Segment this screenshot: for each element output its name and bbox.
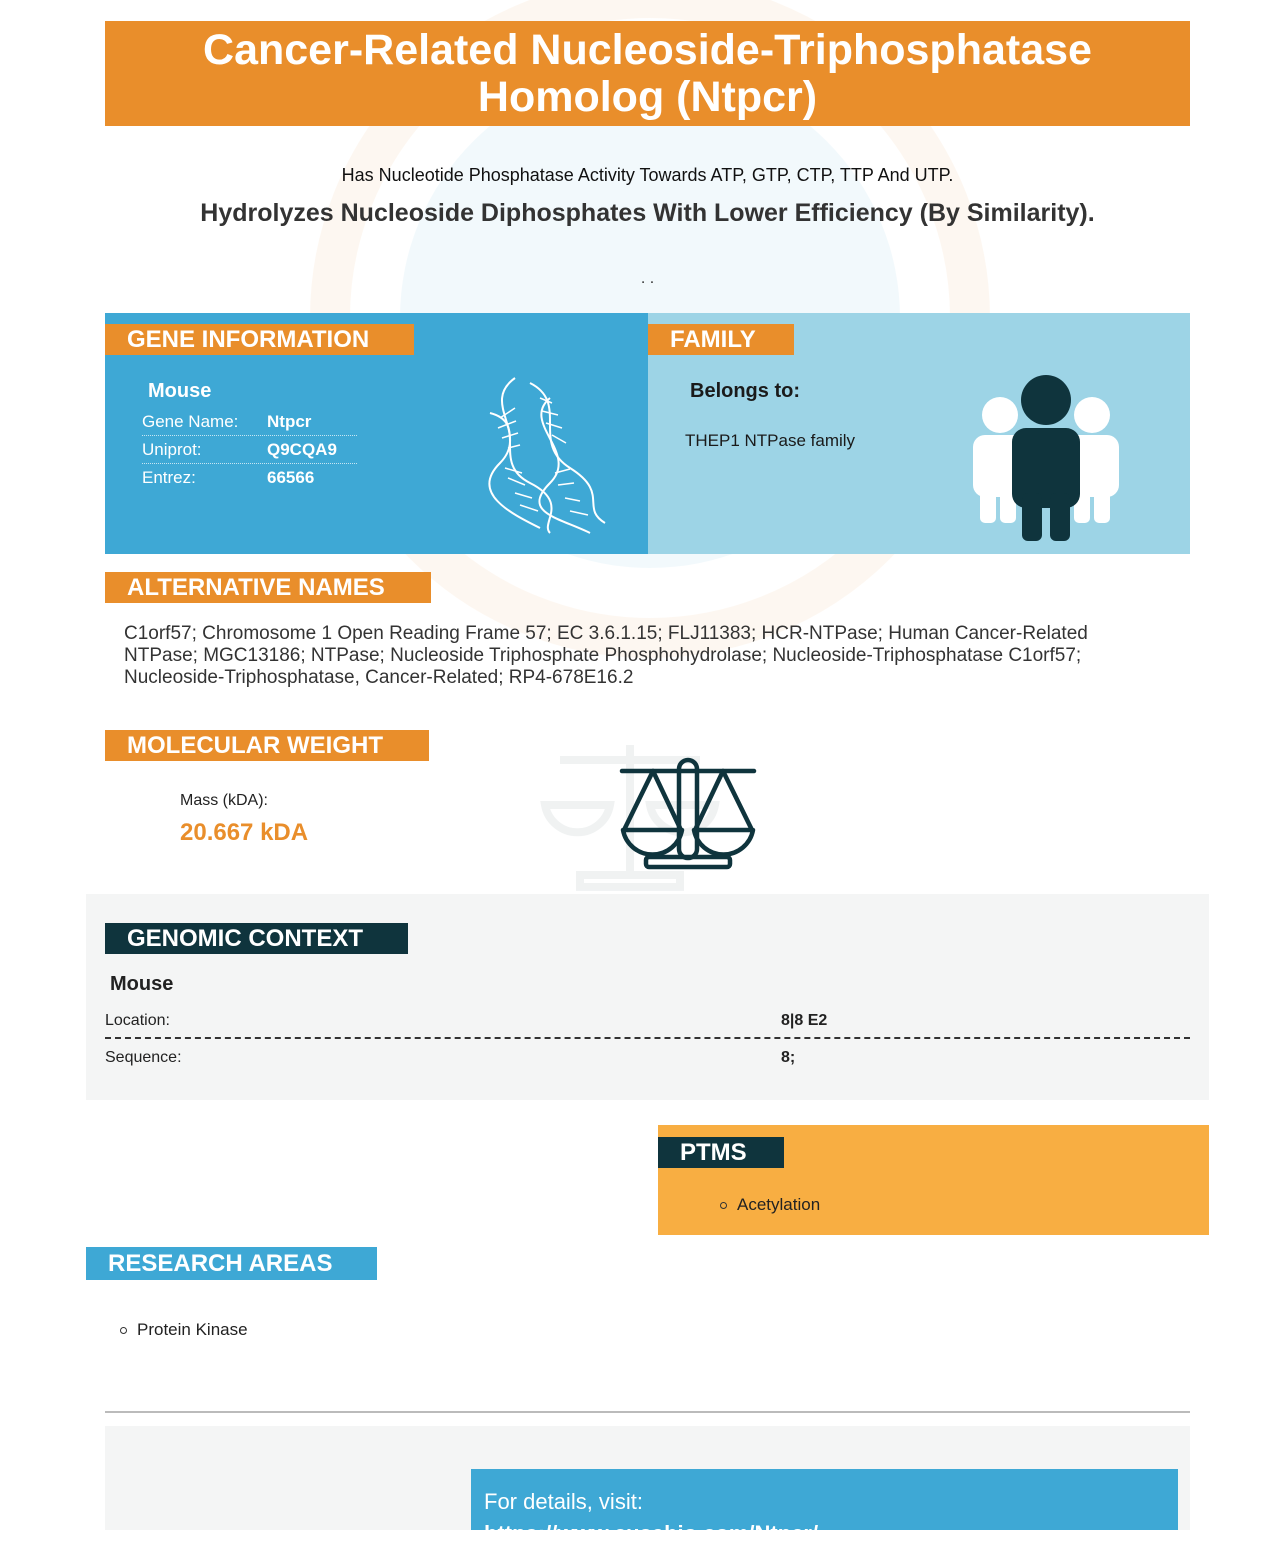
- gene-name-value: Ntpcr: [267, 411, 312, 431]
- location-label: Location:: [105, 1012, 170, 1029]
- genomic-context-heading: GENOMIC CONTEXT: [105, 923, 408, 954]
- entrez-row: [142, 464, 357, 492]
- gene-info-table: [142, 408, 357, 492]
- gene-species: Mouse: [148, 380, 212, 402]
- details-link[interactable]: https://www.cusabio.com/Ntpcr/: [484, 1521, 819, 1546]
- uniprot-row: [142, 436, 357, 464]
- research-areas-heading: RESEARCH AREAS: [86, 1247, 377, 1280]
- entrez-label: Entrez:: [142, 468, 196, 487]
- gene-information-heading: GENE INFORMATION: [105, 324, 414, 355]
- people-group-icon: [970, 373, 1122, 545]
- sequence-row: [105, 1041, 1190, 1075]
- gene-name-row: [142, 408, 357, 436]
- details-label: For details, visit:: [484, 1489, 643, 1514]
- balance-scale-icon: [620, 758, 756, 870]
- alternative-names-text: C1orf57; Chromosome 1 Open Reading Frame 57; EC 3.6.1.15; FLJ11383; HCR-NTPase; Human Cancer-Related NTPase; MGC13186; NTPase; Nucleoside Triphosphate Phosphohydrolase; Nucleoside-Triphosphatase C1orf57; Nucleoside-Triphosphatase, Cancer-Related; RP4-678E16.2: [124, 623, 1088, 688]
- gene-information-panel: [105, 313, 648, 554]
- title-banner: [105, 21, 1190, 126]
- ptms-panel: [658, 1125, 1209, 1235]
- page-title: Cancer-Related Nucleoside-Triphosphatase Homolog (Ntpcr): [203, 25, 1092, 121]
- dna-helix-icon: [470, 373, 610, 538]
- list-item: Protein Kinase: [120, 1320, 248, 1340]
- divider: [105, 1411, 1190, 1413]
- research-areas-list: [120, 1320, 248, 1340]
- ptms-list: [720, 1195, 820, 1215]
- genomic-context-section: [86, 894, 1209, 1100]
- family-value: THEP1 NTPase family: [685, 431, 856, 450]
- function-summary: Hydrolyzes Nucleoside Diphosphates With Lower Efficiency (By Similarity).: [200, 199, 1095, 227]
- alternative-names-heading: ALTERNATIVE NAMES: [105, 572, 431, 603]
- gene-name-label: Gene Name:: [142, 411, 239, 431]
- genomic-species: Mouse: [110, 973, 174, 995]
- uniprot-value: Q9CQA9: [267, 439, 337, 459]
- entrez-value: 66566: [267, 468, 315, 487]
- molecular-weight-heading: MOLECULAR WEIGHT: [105, 730, 429, 761]
- separator-dots: . .: [640, 270, 655, 287]
- ptms-heading: PTMS: [658, 1137, 784, 1168]
- family-panel: [648, 313, 1190, 554]
- details-box: [471, 1469, 1178, 1546]
- location-value: 8|8 E2: [781, 1012, 828, 1029]
- belongs-to-label: Belongs to:: [690, 380, 800, 402]
- mass-value: 20.667 kDA: [180, 819, 309, 846]
- function-subtitle: Has Nucleotide Phosphatase Activity Towards ATP, GTP, CTP, TTP And UTP.: [341, 165, 954, 185]
- list-item: Acetylation: [720, 1195, 820, 1215]
- mass-label: Mass (kDA):: [180, 792, 268, 809]
- location-row: [105, 1005, 1190, 1039]
- family-heading: FAMILY: [648, 324, 794, 355]
- sequence-label: Sequence:: [105, 1049, 182, 1066]
- uniprot-label: Uniprot:: [142, 439, 202, 459]
- sequence-value: 8;: [781, 1049, 796, 1066]
